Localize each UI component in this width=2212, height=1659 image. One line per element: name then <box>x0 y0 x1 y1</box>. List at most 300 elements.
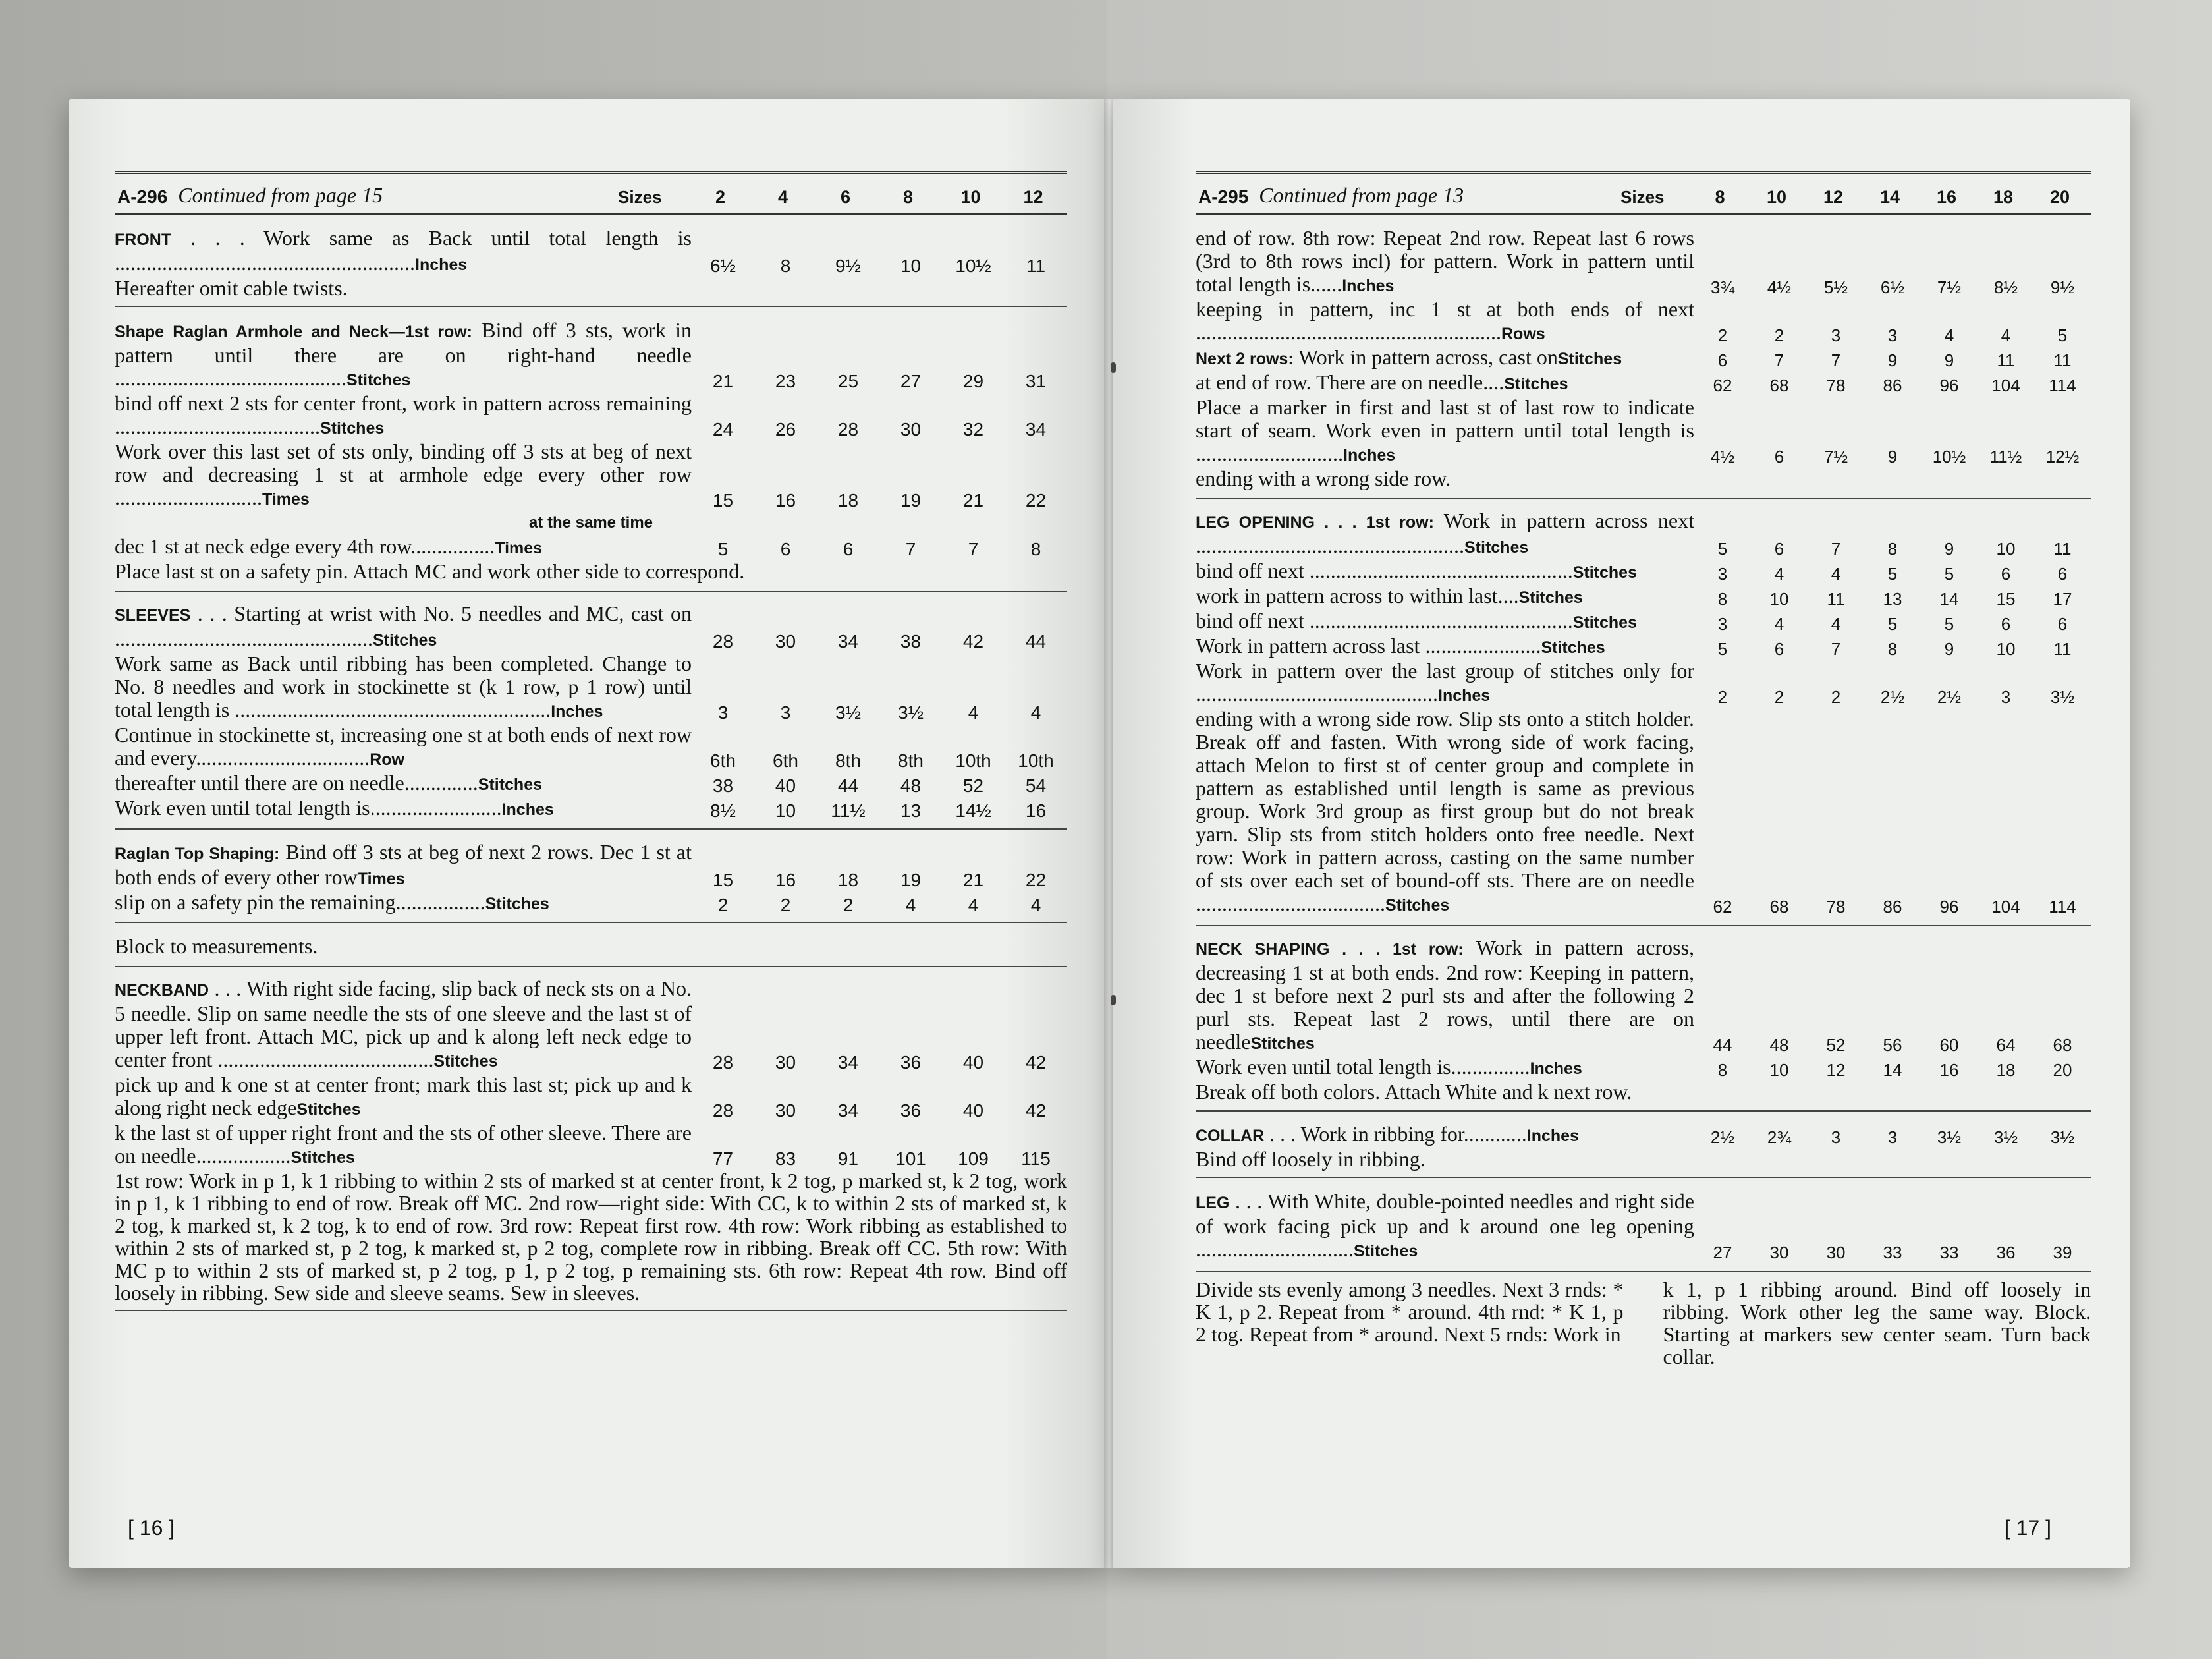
binding-hole <box>1111 362 1116 373</box>
final-column-2: k 1, p 1 ribbing around. Bind off loosely in ribbing. Work other leg the same way. Block. Starting at markers sew center seam. Turn back collar. <box>1663 1278 2091 1368</box>
unit-label: Stitches <box>1557 350 1622 368</box>
size-value: 9½ <box>835 256 861 276</box>
size-value: 6th <box>710 750 736 771</box>
section-heading: COLLAR <box>1196 1127 1265 1145</box>
size-value: 40 <box>962 1100 984 1121</box>
instruction-row <box>1196 559 2091 584</box>
instruction-text <box>1196 660 1694 708</box>
instruction-text <box>1196 559 1694 584</box>
instruction-row <box>1196 634 2091 660</box>
page-header <box>1196 171 2091 215</box>
binding-hole <box>1111 995 1116 1005</box>
size-value: 3¾ <box>1710 277 1735 297</box>
size-value: 4 <box>1030 702 1041 723</box>
size: 6 <box>840 187 851 207</box>
instruction-text <box>115 277 1067 300</box>
size-value: 11 <box>2053 351 2072 370</box>
unit-label: Inches <box>501 801 554 819</box>
instruction-text <box>115 440 692 511</box>
size-value: 17 <box>2053 589 2072 609</box>
size-value: 30 <box>775 631 796 652</box>
size-value: 11½ <box>831 801 866 821</box>
instruction-body: . . . With right side facing, slip back of neck sts on a No. 5 needle. Slip on same needle the sts of one sleeve and the last st of upper left front. Attach MC, pick up and k along left neck edge to center front ......................................... <box>115 976 692 1071</box>
instruction-body: slip on a safety pin the remaining................. <box>115 890 485 914</box>
size-value: 8 <box>1717 1060 1728 1080</box>
section <box>115 223 1067 308</box>
instruction-row <box>115 535 1067 560</box>
size-value: 28 <box>712 1052 734 1073</box>
size-value: 6 <box>1774 639 1784 659</box>
unit-label: Stitches <box>1250 1034 1315 1053</box>
instruction-text <box>1196 467 2091 490</box>
instruction-text <box>115 841 692 891</box>
size-value: 6 <box>780 539 791 559</box>
size-value: 7½ <box>1937 277 1962 297</box>
size-value: 19 <box>900 870 922 890</box>
unit-label: Stitches <box>1572 563 1637 582</box>
size-value: 96 <box>1939 897 1959 916</box>
instruction-row <box>115 440 1067 511</box>
size-value: 2 <box>1717 325 1728 345</box>
size-value: 101 <box>895 1148 926 1169</box>
size-value: 9 <box>1887 447 1898 466</box>
size-value: 68 <box>1769 897 1789 916</box>
size-value: 5 <box>1717 639 1728 659</box>
size-values <box>692 256 1067 277</box>
size-value: 68 <box>1769 376 1789 395</box>
unit-label: Inches <box>1526 1127 1579 1145</box>
unit-label: Stitches <box>1354 1242 1418 1260</box>
size-value: 7 <box>905 539 916 559</box>
size-values <box>692 895 1067 916</box>
size-value: 5 <box>717 539 729 559</box>
unit-label: Stitches <box>1504 375 1568 393</box>
section <box>115 973 1067 1312</box>
size-value: 9 <box>1944 539 1954 559</box>
instruction-body: Place last st on a safety pin. Attach MC and work other side to correspond. <box>115 559 745 583</box>
size-value: 4½ <box>1767 277 1792 297</box>
size-value: 11 <box>1997 351 2015 370</box>
size-value: 30 <box>1826 1243 1846 1262</box>
section-heading: NECK SHAPING . . . 1st row: <box>1196 940 1464 959</box>
section <box>1196 932 2091 1112</box>
size-value: 23 <box>775 371 796 391</box>
instruction-body: . . . With White, double-pointed needles and right side of work facing pick up and k around one leg opening .............................. <box>1196 1189 1694 1261</box>
size-values <box>692 539 1067 560</box>
instruction-text <box>1196 509 1694 559</box>
size-value: 11½ <box>1989 447 2022 466</box>
size-value: 34 <box>837 1100 859 1121</box>
size-value: 7½ <box>1823 447 1848 466</box>
size-value: 5 <box>2057 325 2068 345</box>
size-values <box>1694 277 2091 298</box>
size-value: 8th <box>898 750 924 771</box>
size: 8 <box>902 187 914 207</box>
page-17 <box>1113 99 2130 1568</box>
instruction-body: Break off both colors. Attach White and k next row. <box>1196 1080 1632 1104</box>
instruction-body: at end of row. There are on needle.... <box>1196 370 1505 394</box>
size-value: 83 <box>775 1148 796 1169</box>
instruction-text <box>1196 346 1694 371</box>
size-value: 109 <box>958 1148 989 1169</box>
instruction-text <box>1196 609 1694 634</box>
instruction-body: Continue in stockinette st, increasing one st at both ends of next row and every................................. <box>115 723 692 770</box>
size-values <box>692 371 1067 392</box>
size-values <box>692 1148 1067 1169</box>
size-value: 40 <box>775 775 796 796</box>
instruction-row <box>1196 609 2091 634</box>
section-heading: Shape Raglan Armhole and Neck—1st row: <box>115 323 473 341</box>
size-value: 16 <box>775 490 796 511</box>
unit-label: Times <box>495 539 543 557</box>
size-value: 30 <box>900 419 922 439</box>
instruction-text <box>115 1073 692 1121</box>
instruction-body: bind off next .................................................. <box>1196 559 1573 582</box>
size-value: 2½ <box>1937 687 1962 707</box>
instruction-text <box>1196 396 1694 467</box>
size-value: 4 <box>968 702 979 723</box>
size-value: 30 <box>775 1100 796 1121</box>
instruction-row <box>115 1073 1067 1121</box>
size-value: 39 <box>2053 1243 2072 1262</box>
size-value: 14½ <box>955 801 991 821</box>
size-value: 13 <box>900 801 922 821</box>
final-column-1: Divide sts evenly among 3 needles. Next 3 rnds: * K 1, p 2. Repeat from * around. 4th rnd: * K 1, p 2 tog. Repeat from * around. Next 5 rnds: Work in <box>1196 1278 1624 1346</box>
instruction-body: k the last st of upper right front and the sts of other sleeve. There are on needle.................. <box>115 1121 692 1167</box>
size-value: 3½ <box>2050 1127 2075 1147</box>
instruction-body: Work even until total length is......................... <box>115 796 502 820</box>
section <box>1196 223 2091 499</box>
size-value: 104 <box>1991 897 2020 916</box>
size-values <box>1694 539 2091 559</box>
unit-label: Stitches <box>320 419 385 437</box>
size: 12 <box>1023 187 1043 207</box>
size-value: 6 <box>1717 351 1728 370</box>
size-value: 114 <box>2049 897 2076 916</box>
size-value: 33 <box>1939 1243 1959 1262</box>
size-value: 28 <box>712 1100 734 1121</box>
instruction-text <box>1196 227 1694 298</box>
unit-label: Stitches <box>1572 613 1637 632</box>
section-heading: Raglan Top Shaping: <box>115 845 280 863</box>
instruction-body: Work in pattern across, cast on <box>1293 345 1558 369</box>
size-value: 24 <box>712 419 734 439</box>
instruction-row <box>115 891 1067 916</box>
instruction-text <box>1196 1148 2091 1171</box>
size-value: 4 <box>905 895 916 915</box>
size-value: 6 <box>843 539 854 559</box>
instruction-text <box>115 535 692 560</box>
size-value: 86 <box>1883 376 1902 395</box>
size-value: 29 <box>962 371 984 391</box>
size-value: 30 <box>1769 1243 1789 1262</box>
size-value: 6 <box>1774 447 1784 466</box>
size-value: 6 <box>2057 564 2068 584</box>
continued-note: Continued from page 13 <box>1259 183 1464 207</box>
instruction-row <box>115 560 1067 583</box>
size-value: 115 <box>1021 1148 1051 1169</box>
unit-label: Stitches <box>346 371 411 389</box>
section-heading: Next 2 rows: <box>1196 350 1294 368</box>
instruction-text <box>1196 298 1694 346</box>
size-value: 9 <box>1944 639 1954 659</box>
size-values <box>1694 1243 2091 1263</box>
size-value: 44 <box>1025 631 1047 652</box>
unit-label: Stitches <box>290 1148 355 1167</box>
size-value: 48 <box>1769 1035 1789 1055</box>
size-value: 3 <box>1831 325 1841 345</box>
instruction-body: dec 1 st at neck edge every 4th row................ <box>115 534 495 558</box>
instruction-body: thereafter until there are on needle.............. <box>115 771 478 795</box>
size-value: 21 <box>962 870 984 890</box>
instruction-text <box>115 935 1067 958</box>
size-value: 8 <box>1717 589 1728 609</box>
instruction-row <box>115 977 1067 1073</box>
size: 18 <box>1993 187 2014 207</box>
section <box>1196 1119 2091 1179</box>
size-value: 12½ <box>2045 447 2080 466</box>
instruction-body: ending with a wrong side row. <box>1196 466 1451 490</box>
size-values <box>692 870 1067 891</box>
size-value: 38 <box>712 775 734 796</box>
size: 12 <box>1823 187 1844 207</box>
instruction-text <box>115 227 692 277</box>
section <box>115 837 1067 924</box>
section-heading: LEG <box>1196 1194 1230 1212</box>
size-value: 10 <box>1769 1060 1789 1080</box>
instruction-row <box>115 652 1067 723</box>
page-number: [ 17 ] <box>2004 1516 2051 1540</box>
instruction-body: Place a marker in first and last st of last row to indicate start of seam. Work even in pattern until total length is ............................ <box>1196 395 1694 465</box>
size-value: 4 <box>2001 325 2011 345</box>
instruction-row <box>1196 936 2091 1055</box>
size-value: 4 <box>1774 564 1784 584</box>
size-values <box>1694 897 2091 917</box>
instruction-row <box>115 1121 1067 1169</box>
instruction-body: Work in pattern over the last group of stitches only for .............................................. <box>1196 659 1694 706</box>
inline-heading: at the same time <box>528 514 653 532</box>
size-value: 20 <box>2053 1060 2072 1080</box>
unit-label: Inches <box>1438 687 1491 705</box>
instruction-sections <box>1196 223 2091 1272</box>
size-value: 3 <box>1887 325 1898 345</box>
size-value: 44 <box>1713 1035 1732 1055</box>
size-value: 22 <box>1025 870 1047 890</box>
instruction-body: . . . Work in ribbing for............ <box>1264 1122 1527 1146</box>
size-value: 32 <box>962 419 984 439</box>
size-values <box>1694 325 2091 346</box>
size-value: 2 <box>717 895 729 915</box>
unit-label: Stitches <box>433 1052 498 1071</box>
size-value: 10½ <box>955 256 991 276</box>
size-value: 3 <box>1717 614 1728 634</box>
unit-label: Inches <box>1342 277 1395 295</box>
instruction-text <box>115 772 692 797</box>
section <box>115 315 1067 592</box>
size-value: 6th <box>773 750 798 771</box>
size-value: 8½ <box>710 801 736 821</box>
size-value: 21 <box>712 371 734 391</box>
size-value: 16 <box>1939 1060 1959 1080</box>
instruction-row <box>115 841 1067 891</box>
size-value: 19 <box>900 490 922 511</box>
unit-label: Stitches <box>373 631 437 650</box>
size-value: 7 <box>1831 639 1841 659</box>
size-value: 52 <box>962 775 984 796</box>
instruction-body: Hereafter omit cable twists. <box>115 276 348 300</box>
size-values <box>1694 687 2091 708</box>
section <box>115 598 1067 830</box>
size-value: 62 <box>1713 376 1732 395</box>
size-value: 27 <box>900 371 922 391</box>
size-value: 78 <box>1826 897 1846 916</box>
size-value: 60 <box>1939 1035 1959 1055</box>
size-values <box>692 702 1067 723</box>
section <box>1196 1186 2091 1272</box>
unit-label: Inches <box>1343 446 1396 464</box>
size-value: 28 <box>712 631 734 652</box>
size-value: 4 <box>1831 614 1841 634</box>
instruction-row <box>1196 1055 2091 1081</box>
size-values <box>1694 1060 2091 1081</box>
instruction-row <box>115 797 1067 822</box>
instruction-text <box>115 977 692 1073</box>
instruction-body: Work in pattern across next ................................................... <box>1196 509 1695 557</box>
size-value: 5 <box>1717 539 1728 559</box>
instruction-row <box>115 772 1067 797</box>
instruction-body: Work in pattern across last ...................... <box>1196 634 1541 658</box>
size-values <box>692 775 1067 797</box>
size-value: 15 <box>712 490 734 511</box>
size-value: 9½ <box>2050 277 2075 297</box>
size-value: 6½ <box>1880 277 1905 297</box>
size-value: 15 <box>712 870 734 890</box>
size-value: 27 <box>1713 1243 1732 1262</box>
size-value: 5 <box>1887 564 1898 584</box>
size: 16 <box>1936 187 1957 207</box>
size-values <box>692 801 1067 822</box>
instruction-text <box>1196 708 1694 917</box>
size-value: 2 <box>1717 687 1728 707</box>
size-value: 114 <box>2049 376 2076 395</box>
size-values <box>1694 589 2091 609</box>
size-value: 96 <box>1939 376 1959 395</box>
unit-label: Times <box>262 490 310 509</box>
size-value: 22 <box>1025 490 1047 511</box>
instruction-row <box>115 319 1067 392</box>
size: 2 <box>715 187 726 207</box>
size-value: 3½ <box>1937 1127 1962 1147</box>
instruction-text <box>1196 936 1694 1055</box>
size-value: 34 <box>837 631 859 652</box>
size-value: 6 <box>1774 539 1784 559</box>
size-value: 4½ <box>1710 447 1735 466</box>
size-value: 15 <box>1996 589 2016 609</box>
size-value: 2 <box>780 895 791 915</box>
size-value: 104 <box>1991 376 2020 395</box>
pattern-code: A-295 <box>1198 186 1249 207</box>
size-value: 10½ <box>1932 447 1966 466</box>
size-value: 3 <box>780 702 791 723</box>
instruction-row <box>1196 1123 2091 1148</box>
page-header <box>115 171 1067 215</box>
size-value: 10 <box>900 256 922 276</box>
size-value: 36 <box>900 1100 922 1121</box>
size: 14 <box>1879 187 1900 207</box>
size-value: 18 <box>837 870 859 890</box>
instruction-body: Work over this last set of sts only, binding off 3 sts at beg of next row and decreasing 1 st at armhole edge every other row ............................ <box>115 439 692 509</box>
size: 4 <box>777 187 788 207</box>
instruction-text <box>115 319 692 392</box>
size: 20 <box>2049 187 2070 207</box>
size-value: 6 <box>2001 564 2011 584</box>
size-value: 62 <box>1713 897 1732 916</box>
size-values <box>1694 351 2091 371</box>
unit-label: Inches <box>1530 1059 1582 1078</box>
instruction-text <box>1196 1081 2091 1104</box>
size-value: 68 <box>2053 1035 2072 1055</box>
section <box>1196 505 2091 926</box>
size-value: 5½ <box>1823 277 1848 297</box>
size-value: 14 <box>1883 1060 1902 1080</box>
instruction-row <box>115 723 1067 772</box>
size-value: 14 <box>1939 589 1959 609</box>
instruction-row <box>1196 371 2091 396</box>
page-number: [ 16 ] <box>128 1516 175 1540</box>
instruction-text <box>115 392 692 440</box>
size-value: 6 <box>2057 614 2068 634</box>
instruction-row <box>115 277 1067 300</box>
size-values <box>1694 1035 2091 1055</box>
pattern-code: A-296 <box>117 186 168 207</box>
instruction-body: Work in pattern across, decreasing 1 st at both ends. 2nd row: Keeping in pattern, dec 1 st before next 2 purl sts and after the following 2 purl sts. Repeat last 2 rows, until there are on needle <box>1196 936 1694 1054</box>
size-value: 11 <box>1026 256 1046 276</box>
unit-label: Times <box>357 870 405 888</box>
instruction-row <box>115 935 1067 958</box>
instruction-text <box>1196 1190 1694 1263</box>
unit-label: Stitches <box>485 895 549 913</box>
size-values <box>692 490 1067 511</box>
size-value: 4 <box>968 895 979 915</box>
size-value: 10 <box>775 801 796 821</box>
size-value: 8 <box>1887 639 1898 659</box>
instruction-body: keeping in pattern, inc 1 st at both ends of next .......................................................... <box>1196 297 1694 344</box>
size-values <box>1694 639 2091 660</box>
size-value: 9 <box>1887 351 1898 370</box>
size-value: 4 <box>1831 564 1841 584</box>
size-value: 4 <box>1774 614 1784 634</box>
page-16 <box>69 99 1107 1568</box>
size-value: 18 <box>1996 1060 2016 1080</box>
size-value: 36 <box>900 1052 922 1073</box>
unit-label: Inches <box>551 702 603 721</box>
size-value: 42 <box>962 631 984 652</box>
size: 8 <box>1715 187 1725 207</box>
size-value: 42 <box>1025 1100 1047 1121</box>
size-value: 3½ <box>2050 687 2075 707</box>
instruction-row <box>1196 1190 2091 1263</box>
section-heading: SLEEVES <box>115 606 191 625</box>
size-value: 34 <box>837 1052 859 1073</box>
size-value: 48 <box>900 775 922 796</box>
unit-label: Stitches <box>478 775 543 794</box>
instruction-text <box>115 602 692 652</box>
size-values <box>1694 447 2091 467</box>
instruction-row <box>1196 584 2091 609</box>
size-value: 2 <box>1774 325 1784 345</box>
size-value: 36 <box>1996 1243 2016 1262</box>
instruction-row <box>1196 396 2091 467</box>
